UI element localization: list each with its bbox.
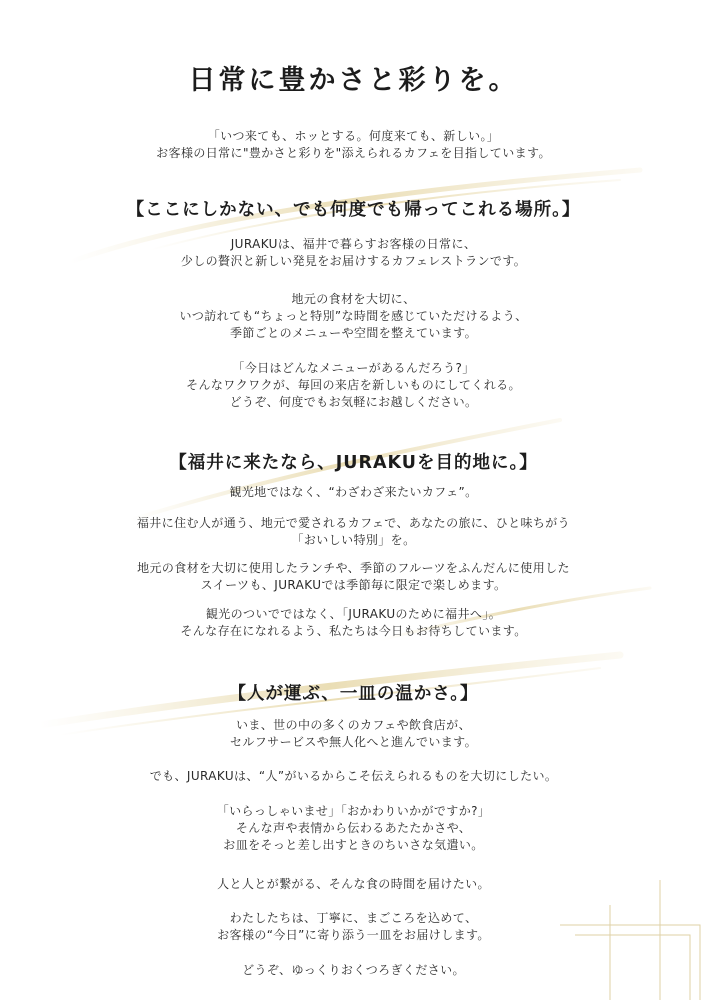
section-3-paragraph-5 — [0, 910, 707, 944]
text-line: 「おいしい特別」を。 — [291, 533, 416, 547]
section-3-paragraph-3 — [0, 803, 707, 854]
text-line: JURAKUは、福井で暮らすお客様の日常に、 — [230, 237, 477, 251]
text-line: 季節ごとのメニューや空間を整えています。 — [229, 326, 478, 340]
text-line: でも、JURAKUは、“人”がいるからこそ伝えられるものを大切にしたい。 — [149, 769, 558, 783]
section-1-paragraph-3 — [0, 360, 707, 411]
text-line: 人と人とが繋がる、そんな食の時間を届けたい。 — [217, 877, 490, 891]
text-line: どうぞ、何度でもお気軽にお越しください。 — [229, 395, 478, 409]
text-line: いま、世の中の多くのカフェや飲食店が、 — [235, 718, 471, 732]
intro-text — [0, 128, 707, 162]
text-line: 観光のついでではなく、「JURAKUのために福井へ」。 — [205, 607, 502, 621]
text-line: 地元の食材を大切に、 — [291, 292, 416, 306]
text-line: お皿をそっと差し出すときのちいさな気遣い。 — [223, 838, 484, 852]
text-line: 「今日はどんなメニューがあるんだろう?」 — [232, 361, 475, 375]
section-heading-1: 【ここにしかない、でも何度でも帰ってこれる場所。】 — [126, 200, 581, 220]
text-line: そんな声や表情から伝わるあたたかさや、 — [235, 821, 472, 835]
section-2-paragraph-2 — [0, 515, 707, 549]
section-1-paragraph-1 — [0, 236, 707, 270]
section-2-paragraph-4 — [0, 606, 707, 640]
text-line: そんな存在になれるよう、私たちは今日もお待ちしています。 — [180, 624, 527, 638]
section-heading-2: 【福井に来たなら、JURAKUを目的地に。】 — [169, 453, 538, 473]
text-line: どうぞ、ゆっくりおくつろぎください。 — [242, 963, 465, 977]
section-heading-3: 【人が運ぶ、一皿の温かさ。】 — [228, 684, 479, 704]
section-2-paragraph-1 — [0, 484, 707, 501]
text-line: 少しの贅沢と新しい発見をお届けするカフェレストランです。 — [180, 254, 527, 268]
text-line: スイーツも、JURAKUでは季節毎に限定で楽しめます。 — [200, 578, 507, 592]
text-line: 福井に住む人が通う、地元で愛されるカフェで、あなたの旅に、ひと味ちがう — [136, 516, 571, 530]
page-title: 日常に豊かさと彩りを。 — [188, 65, 519, 96]
section-3-paragraph-2 — [0, 768, 707, 785]
text-line: 地元の食材を大切に使用したランチや、季節のフルーツをふんだんに使用した — [137, 561, 570, 575]
section-3-paragraph-1 — [0, 717, 707, 751]
text-line: 「いらっしゃいませ」「おかわりいかがですか?」 — [216, 804, 491, 818]
text-line: いつ訪れても“ちょっと特別”な時間を感じていただけるよう、 — [179, 309, 528, 323]
section-2-paragraph-3 — [0, 560, 707, 594]
section-3-paragraph-6 — [0, 962, 707, 979]
text-line: セルフサービスや無人化へと進んでいます。 — [229, 735, 478, 749]
section-1-paragraph-2 — [0, 291, 707, 342]
text-line: わたしたちは、丁寧に、まごころを込めて、 — [229, 911, 478, 925]
text-line: 観光地ではなく、“わざわざ来たいカフェ”。 — [229, 485, 478, 499]
intro-line: 「いつ来ても、ホッとする。何度来ても、新しい。」 — [207, 129, 500, 143]
section-3-paragraph-4 — [0, 876, 707, 893]
intro-line: お客様の日常に"豊かさと彩りを"添えられるカフェを目指しています。 — [156, 146, 551, 160]
text-line: お客様の“今日”に寄り添う一皿をお届けします。 — [217, 928, 490, 942]
text-line: そんなワクワクが、毎回の来店を新しいものにしてくれる。 — [186, 378, 521, 392]
